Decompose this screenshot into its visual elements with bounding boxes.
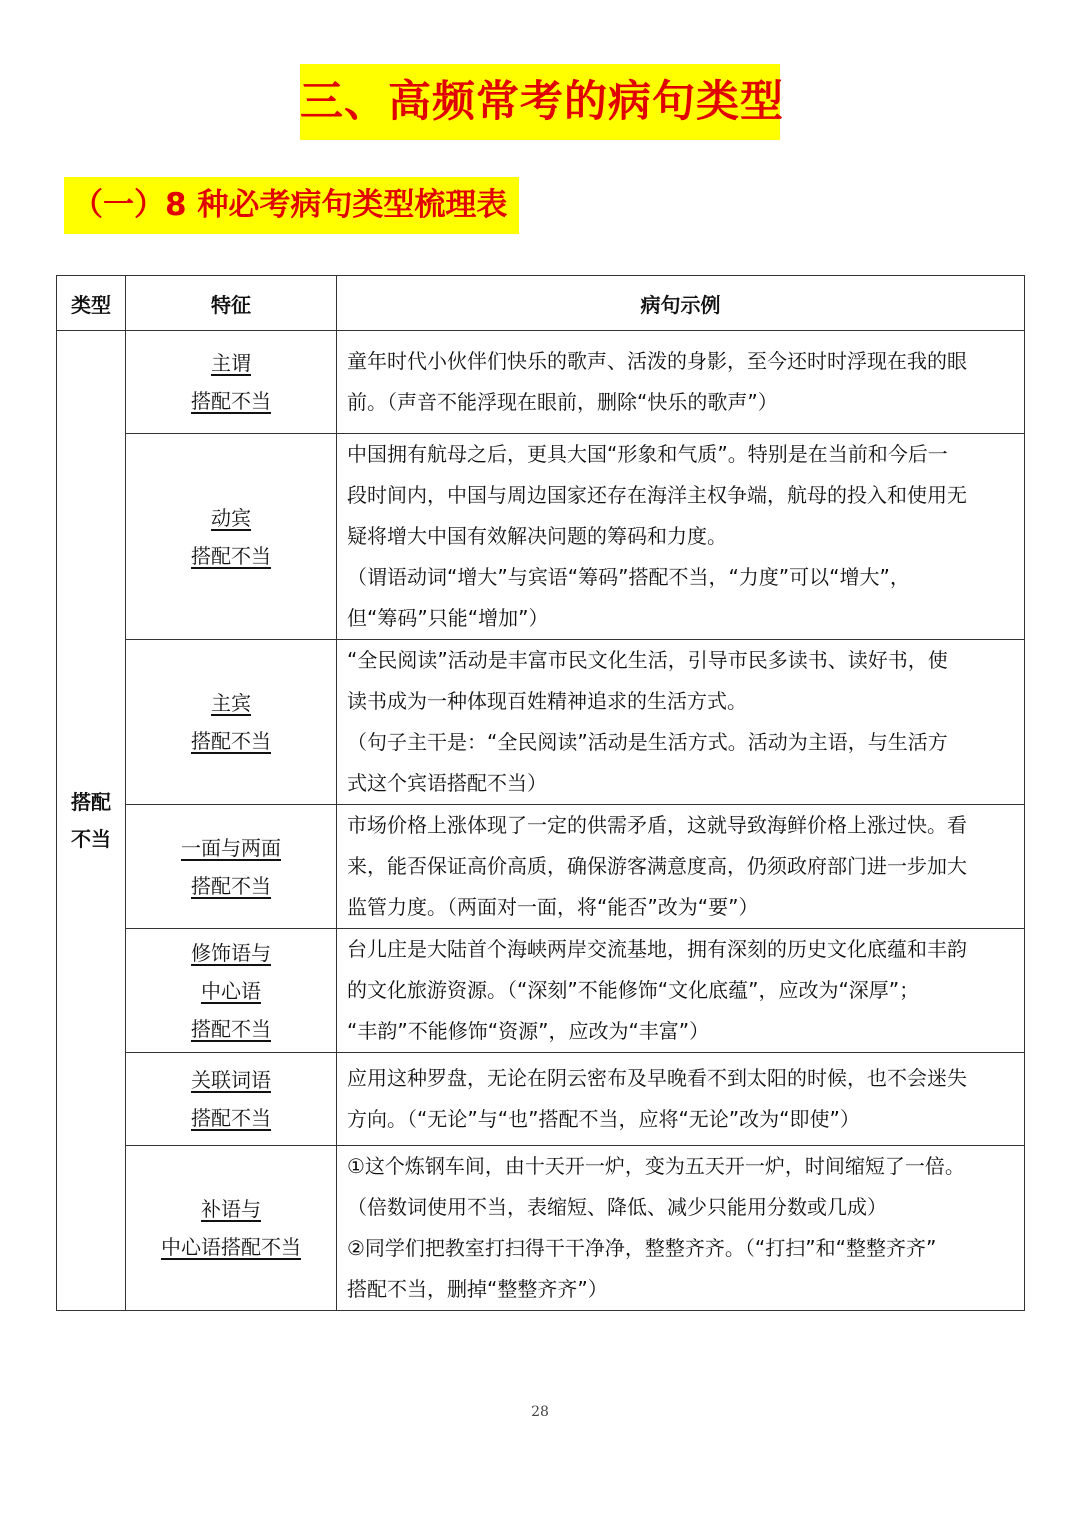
- table-header-row: [57, 276, 1025, 331]
- example-line: 台儿庄是大陆首个海峡两岸交流基地，拥有深刻的历史文化底蕴和丰韵: [347, 937, 967, 961]
- feature-line: 动宾: [211, 505, 251, 530]
- example-cell: [337, 1053, 1025, 1146]
- feature-cell: [126, 1146, 337, 1311]
- example-line: 的文化旅游资源。（“深刻”不能修饰“文化底蕴”，应改为“深厚”；: [347, 978, 920, 1002]
- table-row: [57, 929, 1025, 1053]
- page-number: 28: [531, 1404, 549, 1420]
- feature-line: 搭配不当: [191, 729, 271, 753]
- feature-line: 补语与: [201, 1197, 261, 1221]
- example-line: （句子主干是：“全民阅读”活动是生活方式。活动为主语，与生活方: [347, 730, 948, 754]
- feature-line: 搭配不当: [191, 1106, 271, 1130]
- page-title: 三、高频常考的病句类型: [300, 64, 780, 140]
- example-line: ②同学们把教室打扫得干干净净，整整齐齐。（“打扫”和“整整齐齐”: [347, 1236, 937, 1260]
- example-line: 监管力度。（两面对一面，将“能否”改为“要”）: [347, 895, 759, 919]
- example-cell: [337, 805, 1025, 929]
- example-line: 前。（声音不能浮现在眼前，删除“快乐的歌声”）: [347, 390, 778, 414]
- table-row: [57, 331, 1025, 434]
- feature-line: 修饰语与: [191, 940, 271, 965]
- example-line: 搭配不当，删掉“整整齐齐”）: [347, 1277, 608, 1301]
- example-line: （谓语动词“增大”与宾语“筹码”搭配不当，“力度”可以“增大”，: [347, 565, 910, 589]
- table-row: [57, 434, 1025, 640]
- example-line: 童年时代小伙伴们快乐的歌声、活泼的身影，至今还时时浮现在我的眼: [347, 349, 967, 373]
- feature-line: 一面与两面: [181, 835, 281, 860]
- feature-cell: [126, 929, 337, 1053]
- category-cell: [57, 331, 126, 1311]
- example-line: 但“筹码”只能“增加”）: [347, 606, 549, 630]
- table-row: [57, 1146, 1025, 1311]
- feature-line: 中心语搭配不当: [161, 1235, 301, 1259]
- example-line: （倍数词使用不当，表缩短、降低、减少只能用分数或几成）: [347, 1195, 887, 1219]
- example-line: 方向。（“无论”与“也”搭配不当，应将“无论”改为“即使”）: [347, 1107, 860, 1131]
- feature-line: 搭配不当: [191, 543, 271, 568]
- example-line: 市场价格上涨体现了一定的供需矛盾，这就导致海鲜价格上涨过快。看: [347, 813, 967, 837]
- feature-cell: [126, 1053, 337, 1146]
- example-cell: [337, 331, 1025, 434]
- feature-cell: [126, 805, 337, 929]
- header-feature: 特征: [126, 276, 337, 331]
- example-line: 段时间内，中国与周边国家还存在海洋主权争端，航母的投入和使用无: [347, 483, 967, 507]
- example-line: 应用这种罗盘，无论在阴云密布及早晚看不到太阳的时候，也不会迷失: [347, 1066, 967, 1090]
- table-row: [57, 805, 1025, 929]
- example-line: 来，能否保证高价高质，确保游客满意度高，仍须政府部门进一步加大: [347, 854, 967, 878]
- feature-line: 中心语: [201, 978, 261, 1003]
- feature-cell: [126, 640, 337, 805]
- example-cell: [337, 1146, 1025, 1311]
- table-row: [57, 640, 1025, 805]
- example-line: 读书成为一种体现百姓精神追求的生活方式。: [347, 689, 747, 713]
- example-line: 式这个宾语搭配不当）: [347, 771, 547, 795]
- feature-line: 关联词语: [191, 1068, 271, 1092]
- example-line: “全民阅读”活动是丰富市民文化生活，引导市民多读书、读好书，使: [347, 648, 948, 672]
- header-example: 病句示例: [337, 276, 1025, 331]
- section-subtitle: （一）8 种必考病句类型梳理表: [64, 177, 519, 234]
- feature-cell: [126, 434, 337, 640]
- example-cell: [337, 434, 1025, 640]
- example-line: “丰韵”不能修饰“资源”，应改为“丰富”）: [347, 1019, 710, 1043]
- feature-line: 搭配不当: [191, 389, 271, 413]
- category-line: 搭配: [71, 789, 111, 814]
- feature-line: 主谓: [211, 351, 251, 375]
- feature-line: 搭配不当: [191, 1016, 271, 1041]
- feature-line: 主宾: [211, 691, 251, 715]
- header-type: 类型: [57, 276, 126, 331]
- feature-line: 搭配不当: [191, 873, 271, 898]
- example-cell: [337, 929, 1025, 1053]
- example-cell: [337, 640, 1025, 805]
- table-row: [57, 1053, 1025, 1146]
- sentence-error-table: [56, 275, 1025, 1311]
- example-line: 中国拥有航母之后，更具大国“形象和气质”。特别是在当前和今后一: [347, 442, 948, 466]
- example-line: 疑将增大中国有效解决问题的筹码和力度。: [347, 524, 727, 548]
- category-line: 不当: [71, 826, 111, 851]
- example-line: ①这个炼钢车间，由十天开一炉，变为五天开一炉，时间缩短了一倍。: [347, 1154, 965, 1178]
- feature-cell: [126, 331, 337, 434]
